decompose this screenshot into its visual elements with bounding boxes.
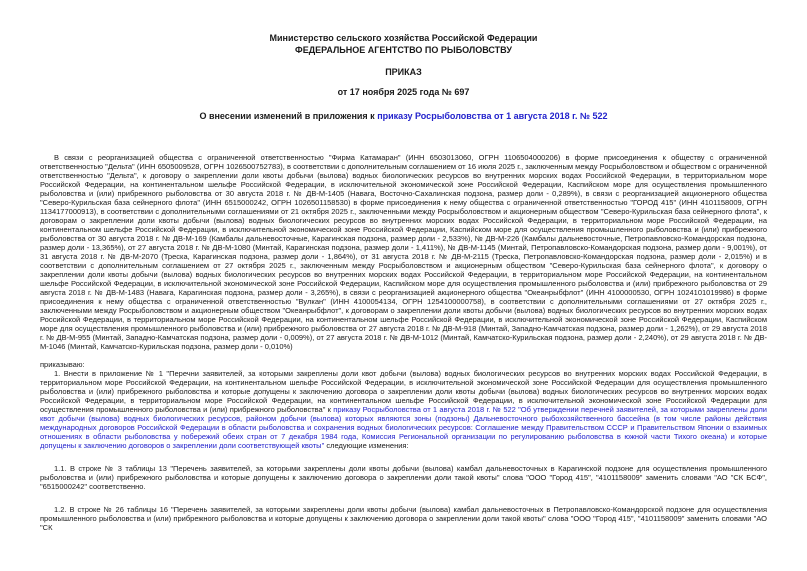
item-1-order-link[interactable]: приказу Росрыболовства от 1 августа 2018 г. № 522 "Об утверждении перечней заявителей, за которыми закреплены доли квот добычи (вылова) водных биологических ресурсов, районом добычи (вылова) которых являются зоны (подзоны) Дальневосточного рыбохозяйственного бассейна (в том числе районы действия международных договоров Российской Федерации в области рыболовства и сохранения водных биологических ресурсов: Соглашение между Правительством СССР и Правительством Японии о взаимных отношениях в области рыболовства у побережий обеих стран от 7 декабря 1984 года, Комиссия Региональной организации по регулированию рыболовства в южной части Тихого океана) и которые допущены к заключению договоров о закреплении доли соответствующей квоты" (40, 404, 767, 450)
decree-word: приказываю: (40, 359, 85, 369)
subject-order-link[interactable]: приказу Росрыболовства от 1 августа 2018 г. № 522 (377, 111, 608, 121)
item-1-text: 1. Внести в приложение № 1 "Перечни заявителей, за которыми закреплены доли квот добычи (вылова) водных биологических ресурсов во внутренних морских водах Российской Федерации, в территориальном море Российской Федерации, на континентальном шельфе Российской Федерации, в исключительной экономической зоне Российской Федерации для осуществления промышленного рыболовства и (или) прибрежного рыболовства и которые допущены к заключению договора о закреплении доли квоты добычи (вылова) водных биологических ресурсов во внутренних морских водах Российской Федерации, в территориальном море Российской Федерации, на континентальном шельфе Российской Федерации, в исключительной экономической зоне Российской Федерации для осуществления промышленного рыболовства и (или) прибрежного рыболовства" к (40, 368, 767, 414)
order-subject-text: О внесении изменений в приложения к (199, 111, 378, 121)
order-type-label: ПРИКАЗ (385, 67, 422, 77)
item-1-paragraph (40, 369, 767, 450)
preamble-paragraph: В связи с реорганизацией общества с ограниченной ответственностью "Фирма Катамаран" (ИНН 6503013060, ОГРН 1106504000206) в форме присоединения к обществу с ограниченной ответственностью "Дельта" (ИНН 6505009528, ОГРН 1026500752783), в соответствии с дополнительным соглашением от 16 июля 2025 г., заключенным между Росрыболовством и обществом с ограниченной ответственностью "Дельта", к договору о закреплении доли квоты добычи (вылова) водных биологических ресурсов во внутренних морских водах Российской Федерации, в территориальном море Российской Федерации, на континентальном шельфе Российской Федерации, в исключительной экономической зоне Российской Федерации, Каспийском море для осуществления промышленного рыболовства и (или) прибрежного рыболовства от 30 августа 2018 г. № ДВ-М-1405 (Навага, Восточно-Сахалинская подзона, размер доли - 0,289%), в связи с реорганизацией акционерного общества "Северо-Курильская база сейнерного флота" (ИНН 6515000242, ОГРН 1026501158530) в форме присоединения к нему общества с ограниченной ответственностью "ГОРОД 415" (ИНН 4101158009, ОГРН 1134177000913), в соответствии с дополнительными соглашениями от 21 октября 2025 г., заключенными между Росрыболовством и акционерным обществом "Северо-Курильская база сейнерного флота", к договорам о закреплении доли квоты добычи (вылова) водных биологических ресурсов во внутренних морских водах Российской Федерации, в территориальном море Российской Федерации, на континентальном шельфе Российской Федерации, в исключительной экономической зоне Российской Федерации, Каспийском море для осуществления промышленного рыболовства и (или) прибрежного рыболовства от 30 августа 2018 г. № ДВ-М-169 (Камбалы дальневосточные, Карагинская подзона, размер доли - 2,533%), № ДВ-М-226 (Камбалы дальневосточные, Петропавловско-Командорская подзона, размер доли - 13,365%), от 27 августа 2018 г. № ДВ-М-1080 (Минтай, Карагинская подзона, размер доли - 1,411%), № ДВ-М-1145 (Минтай, Петропавловско-Командорская подзона, размер доли - 9,001%), от 31 августа 2018 г. № ДВ-М-2070 (Треска, Карагинская подзона, размер доли - 1,864%), от 31 августа 2018 г. № ДВ-М-2115 (Треска, Петропавловско-Командорская подзона, размер доли - 2,015%) и в соответствии с дополнительным соглашением от 27 октября 2025 г., заключенным между Росрыболовством и акционерным обществом "Северо-Курильская база сейнерного флота", к договору о закреплении доли квоты добычи (вылова) водных биологических ресурсов во внутренних морских водах Российской Федерации, в территориальном море Российской Федерации, на континентальном шельфе Российской Федерации, в исключительной экономической зоне Российской Федерации, Каспийском море для осуществления промышленного рыболовства и (или) прибрежного рыболовства от 29 августа 2018 г. № ДВ-М-1483 (Навага, Карагинская подзона, размер доли - 3,265%), в связи с реорганизацией акционерного общества "Океанрыбфлот" (ИНН 4100000530, ОГРН 1024101019986) в форме присоединения к нему общества с ограниченной ответственностью "Вулкан" (ИНН 4100054134, ОГРН 1254100000758), в соответствии с дополнительными соглашениями от 27 октября 2025 г., заключенными между Росрыболовством и акционерным обществом "Океанрыбфлот", к договорам о закреплении доли квоты добычи (вылова) водных биологических ресурсов во внутренних морских водах Российской Федерации, в территориальном море Российской Федерации, на континентальном шельфе Российской Федерации, в исключительной экономической зоне Российской Федерации, Каспийском море для осуществления промышленного рыболовства и (или) прибрежного рыболовства от 27 августа 2018 г. № ДВ-М-918 (Минтай, Западно-Камчатская подзона, размер доли - 1,262%), от 29 августа 2018 г. № ДВ-М-955 (Минтай, Западно-Камчатская подзона, размер доли - 0,009%), от 27 августа 2018 г. № ДВ-М-1012 (Минтай, Камчатско-Курильская подзона, размер доли - 2,240%), от 29 августа 2018 г. № ДВ-М-1046 (Минтай, Камчатско-Курильская подзона, размер доли - 0,010%) (40, 152, 767, 351)
item-1-1-paragraph: 1.1. В строке № 3 таблицы 13 "Перечень заявителей, за которыми закреплены доли квоты добычи (вылова) камбал дальневосточных в Карагинской подзоне для осуществления промышленного рыболовства и (или) прибрежного рыболовства и которые допущены к заключению договора о закреплении доли такой квоты" слова "ООО "Город 415", "4101158009" заменить словами "АО "СК БСФ", "6515000242" соответственно. (40, 463, 767, 491)
agency-line: ФЕДЕРАЛЬНОЕ АГЕНТСТВО ПО РЫБОЛОВСТВУ (295, 44, 512, 55)
item-1-2-paragraph: 1.2. В строке № 26 таблицы 16 "Перечень заявителей, за которыми закреплены доли квоты добычи (вылова) камбал дальневосточных в Петропавловско-Командорской подзоне для осуществления промышленного рыболовства и (или) прибрежного рыболовства и которые допущены к заключению договора о закреплении доли такой квоты" слова "ООО "Город 415", "4101158009" заменить словами "АО "СК (40, 504, 767, 532)
order-date-number: от 17 ноября 2025 года № 697 (337, 86, 470, 97)
ministry-line: Министерство сельского хозяйства Российской Федерации (269, 33, 538, 43)
item-1-suffix-text: следующие изменения: (324, 440, 409, 450)
order-subject (40, 111, 767, 123)
